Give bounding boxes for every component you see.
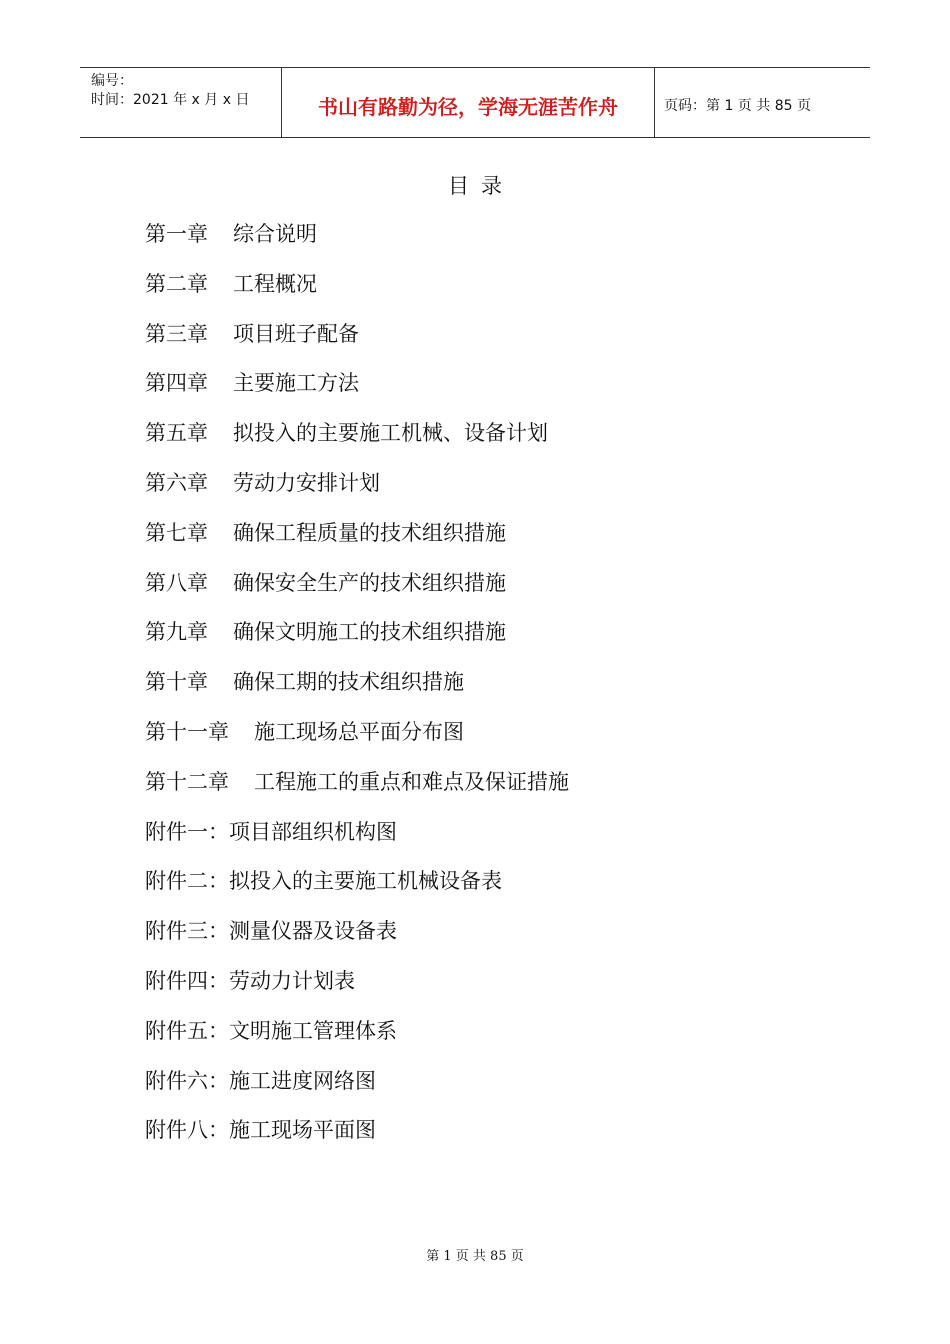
toc-chapter-title: 拟投入的主要施工机械、设备计划 (233, 421, 548, 446)
table-of-contents (145, 215, 569, 1161)
toc-entry[interactable] (145, 364, 569, 414)
toc-chapter-number: 第一章 (145, 222, 208, 246)
toc-chapter-number: 第十二章 (145, 769, 229, 794)
document-number-label: 编号： (91, 73, 133, 89)
toc-chapter-number: 第六章 (145, 470, 208, 495)
page-footer: 第 1 页 共 85 页 (426, 1249, 524, 1264)
toc-chapter-title: 确保文明施工的技术组织措施 (233, 620, 506, 645)
header-motto: 书山有路勤为径，学海无涯苦作舟 (282, 68, 655, 137)
toc-chapter-title: 工程概况 (233, 271, 317, 296)
toc-chapter-number: 第十章 (145, 670, 208, 695)
toc-chapter-title: 确保工程质量的技术组织措施 (233, 520, 506, 545)
toc-appendix-entry[interactable]: 附件二：拟投入的主要施工机械设备表 (145, 869, 502, 894)
toc-appendix-entry[interactable]: 附件三：测量仪器及设备表 (145, 919, 397, 944)
toc-chapter-number: 第五章 (145, 421, 208, 446)
toc-chapter-number: 第二章 (145, 271, 208, 296)
toc-chapter-title: 劳动力安排计划 (233, 470, 380, 495)
toc-entry[interactable] (145, 564, 569, 614)
toc-chapter-number: 第三章 (145, 321, 208, 346)
toc-entry[interactable] (145, 265, 569, 315)
toc-chapter-title: 项目班子配备 (233, 321, 359, 346)
toc-chapter-number: 第十一章 (145, 719, 229, 744)
header-meta (80, 68, 282, 137)
toc-chapter-title: 施工现场总平面分布图 (254, 719, 464, 744)
toc-appendix-entry[interactable]: 附件六：施工进度网络图 (145, 1068, 376, 1093)
toc-chapter-title: 主要施工方法 (233, 371, 359, 396)
toc-chapter-title: 确保工期的技术组织措施 (233, 670, 464, 695)
toc-entry[interactable] (145, 315, 569, 365)
toc-chapter-title: 工程施工的重点和难点及保证措施 (254, 769, 569, 794)
toc-chapter-number: 第八章 (145, 570, 208, 595)
toc-chapter-title: 综合说明 (233, 222, 317, 246)
document-header (80, 67, 870, 138)
toc-chapter-number: 第七章 (145, 520, 208, 545)
toc-appendix-entry[interactable]: 附件四：劳动力计划表 (145, 968, 355, 993)
toc-entry[interactable] (145, 464, 569, 514)
toc-entry[interactable] (145, 763, 569, 813)
toc-chapter-number: 第四章 (145, 371, 208, 396)
toc-entry[interactable] (145, 713, 569, 763)
toc-entry[interactable] (145, 613, 569, 663)
document-time-label: 时间：2021 年 x 月 x 日 (91, 92, 250, 108)
toc-title: 目录 (448, 174, 514, 198)
toc-entry[interactable] (145, 414, 569, 464)
header-page-info: 页码：第 1 页 共 85 页 (664, 97, 811, 114)
toc-chapter-number: 第九章 (145, 620, 208, 645)
toc-chapter-title: 确保安全生产的技术组织措施 (233, 570, 506, 595)
toc-entry[interactable] (145, 663, 569, 713)
toc-appendix-entry[interactable]: 附件一：项目部组织机构图 (145, 819, 397, 844)
toc-appendix-entry[interactable]: 附件五：文明施工管理体系 (145, 1018, 397, 1043)
toc-appendix-entry[interactable]: 附件八：施工现场平面图 (145, 1118, 376, 1143)
toc-entry[interactable] (145, 514, 569, 564)
toc-entry[interactable] (145, 215, 569, 265)
